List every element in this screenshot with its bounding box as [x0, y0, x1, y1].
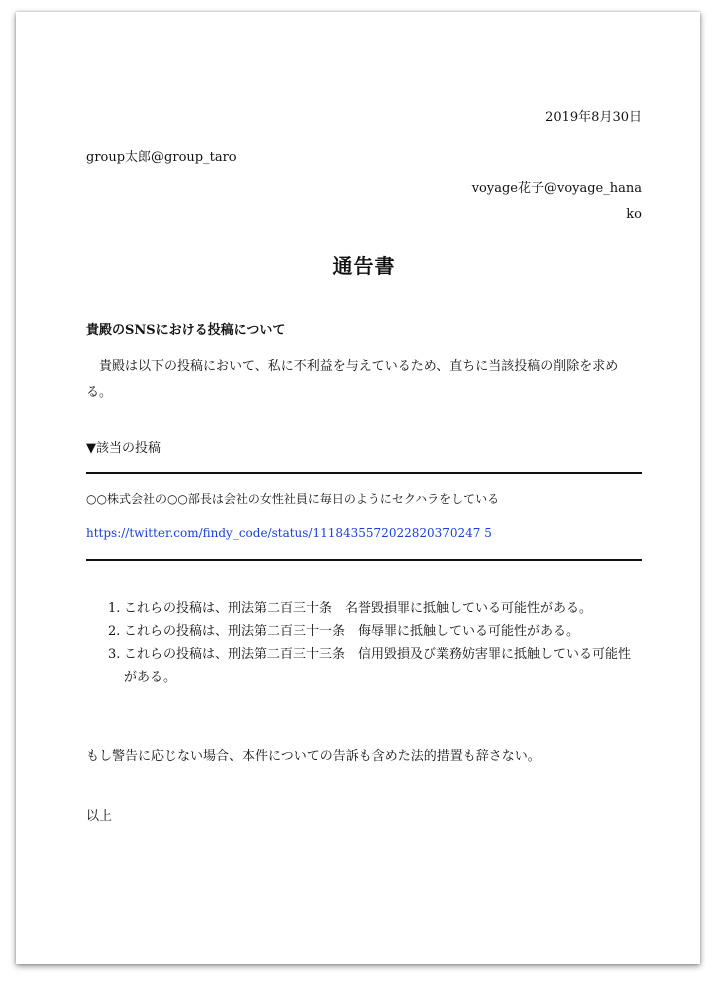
recipient-line-1: voyage花子@voyage_hana — [471, 181, 642, 196]
list-item-text: これらの投稿は、刑法第二百三十三条 信用毀損及び業務妨害罪に抵触している可能性がある。 — [124, 647, 632, 685]
recipient-line-2: ko — [626, 207, 642, 222]
document-date: 2019年8月30日 — [545, 110, 642, 125]
document-body: 貴殿は以下の投稿において、私に不利益を与えているため、直ちに当該投稿の削除を求める。 — [86, 359, 619, 400]
violation-list — [86, 597, 642, 689]
list-item-number: 3. — [108, 647, 121, 662]
recipient-name — [472, 176, 642, 228]
closing-text: 以上 — [86, 809, 113, 824]
list-item-text: これらの投稿は、刑法第二百三十一条 侮辱罪に抵触している可能性がある。 — [124, 624, 580, 639]
document-subject: 貴殿のSNSにおける投稿について — [86, 323, 286, 338]
divider-bottom — [86, 559, 642, 561]
warning-text: もし警告に応じない場合、本件についての告訴も含めた法的措置も辞さない。 — [86, 749, 541, 764]
document-title: 通告書 — [332, 254, 396, 278]
section-heading: ▼該当の投稿 — [86, 441, 161, 456]
post-text: ○○株式会社の○○部長は会社の女性社員に毎日のようにセクハラをしている — [86, 492, 500, 506]
sender-name: group太郎@group_taro — [86, 150, 237, 165]
post-link[interactable]: https://twitter.com/findy_code/status/1118435572022820370247 5 — [86, 526, 492, 540]
list-item-number: 2. — [108, 624, 121, 639]
list-item — [86, 597, 642, 620]
list-item — [86, 620, 642, 643]
list-item-number: 1. — [108, 601, 121, 616]
document-page — [16, 12, 700, 964]
list-item — [86, 643, 642, 689]
divider-top — [86, 472, 642, 474]
list-item-text: これらの投稿は、刑法第二百三十条 名誉毀損罪に抵触している可能性がある。 — [124, 601, 593, 616]
